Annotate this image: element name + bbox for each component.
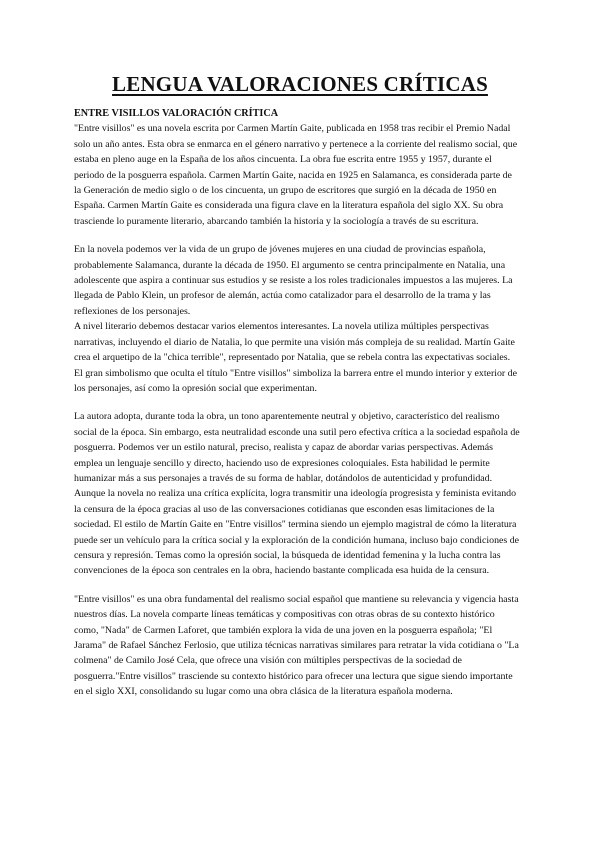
paragraph-plot: En la novela podemos ver la vida de un grupo de jóvenes mujeres en una ciudad de provincias española, probablemente Salamanca, durante la década de 1950. El argumento se centra principalmente en Natalia, una adolescente que aspira a continuar sus estudios y se resiste a los roles tradicionales impuestos a las mujeres. La llegada de Pablo Klein, un profesor de alemán, actúa como catalizador para el desarrollo de la trama y las reflexiones de los personajes. (74, 244, 513, 317)
document-title: LENGUA VALORACIONES CRÍTICAS (112, 72, 488, 96)
section-subtitle: ENTRE VISILLOS VALORACIÓN CRÍTICA (74, 108, 279, 119)
paragraph-gap (74, 579, 520, 592)
paragraph-conclusion: "Entre visillos" es una obra fundamental del realismo social español que mantiene su relevancia y vigencia hasta nuestros días. La novela comparte líneas temáticas y compositivas con otras obras de su contexto histórico como, "Nada" de Carmen Laforet, que también explora la vida de una joven en la posguerra española; "El Jarama" de Rafael Sánchez Ferlosio, que utiliza técnicas narrativas similares para retratar la vida cotidiana o "La colmena" de Camilo José Cela, que ofrece una visión con múltiples perspectivas de la sociedad de posguerra."Entre visillos" trasciende su contexto histórico para ofrecer una lectura que sigue siendo importante en el siglo XXI, consolidando su lugar como una obra clásica de la literatura española moderna. (74, 593, 519, 698)
paragraph-gap (74, 396, 520, 409)
paragraph-literary-elements: A nivel literario debemos destacar varios elementos interesantes. La novela utiliza múltiples perspectivas narrativas, incluyendo el diario de Natalia, lo que permite una visión más compleja de su realidad. Martín Gaite crea el arquetipo de la "chica terrible", representado por Natalia, que se rebela contra las expectativas sociales. El gran simbolismo que oculta el título "Entre visillos" simboliza la barrera entre el mundo interior y exterior de los personajes, así como la opresión social que experimentan. (74, 321, 517, 394)
document-body (74, 106, 520, 700)
paragraph-introduction: "Entre visillos" es una novela escrita por Carmen Martín Gaite, publicada en 1958 tras recibir el Premio Nadal solo un año antes. Esta obra se enmarca en el género narrativo y pertenece a la corriente del realismo social, que estaba en pleno auge en la España de los años cincuenta. La obra fue escrita entre 1955 y 1957, durante el periodo de la posguerra española. Carmen Martín Gaite, nacida en 1925 en Salamanca, es considerada parte de la Generación de medio siglo o de los cincuenta, un grupo de escritores que surgió en la década de 1950 en España. Carmen Martín Gaite es considerada una figura clave en la literatura española del siglo XX. Su obra trasciende lo puramente literario, abarcando también la historia y la sociología a través de su escritura. (74, 123, 518, 227)
paragraph-gap (74, 229, 520, 242)
paragraph-style: La autora adopta, durante toda la obra, un tono aparentemente neutral y objetivo, característico del realismo social de la época. Sin embargo, esta neutralidad esconde una sutil pero efectiva crítica a la sociedad española de posguerra. Podemos ver un estilo natural, preciso, realista y capaz de abordar varias perspectivas. Además emplea un lenguaje sencillo y directo, haciendo uso de expresiones coloquiales. Esta habilidad le permite humanizar más a sus personajes a través de su forma de hablar, dotándolos de autenticidad y profundidad. Aunque la novela no realiza una crítica explícita, logra transmitir una ideología progresista y feminista evitando la censura de la época gracias al uso de las conversaciones cotidianas que esconden esas limitaciones de la sociedad. El estilo de Martín Gaite en "Entre visillos" termina siendo un ejemplo magistral de cómo la literatura puede ser un vehículo para la crítica social y la exploración de la condición humana, incluso bajo condiciones de censura y represión. Temas como la opresión social, la búsqueda de identidad femenina y la lucha contra las convenciones de la época son centrales en la obra, haciendo bastante complicada esa huida de la censura. (74, 411, 520, 577)
